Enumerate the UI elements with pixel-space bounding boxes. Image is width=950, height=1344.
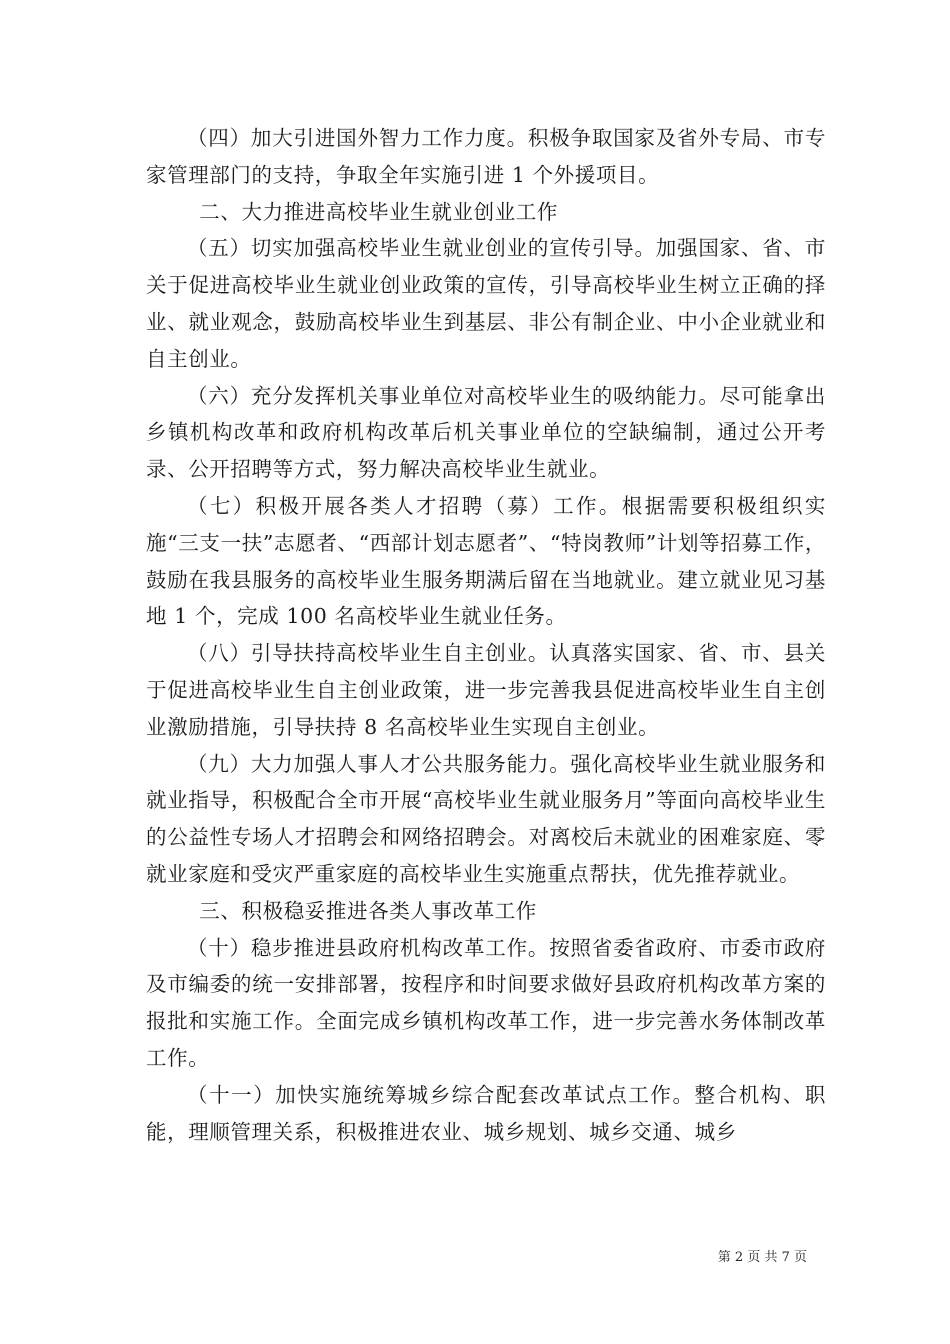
paragraph-11: （十一）加快实施统筹城乡综合配套改革试点工作。整合机构、职能，理顺管理关系，积极推进农业、城乡规划、城乡交通、城乡: [146, 1082, 826, 1144]
paragraph-6: （六）充分发挥机关事业单位对高校毕业生的吸纳能力。尽可能拿出乡镇机构改革和政府机构改革后机关事业单位的空缺编制，通过公开考录、公开招聘等方式，努力解决高校毕业生就业。: [146, 383, 826, 482]
paragraph-10: （十）稳步推进县政府机构改革工作。按照省委省政府、市委市政府及市编委的统一安排部署，按程序和时间要求做好县政府机构改革方案的报批和实施工作。全面完成乡镇机构改革工作，进一步完善水务体制改革工作。: [146, 935, 826, 1070]
document-body: [146, 120, 826, 1150]
paragraph-5: （五）切实加强高校毕业生就业创业的宣传引导。加强国家、省、市关于促进高校毕业生就业创业政策的宣传，引导高校毕业生树立正确的择业、就业观念，鼓励高校毕业生到基层、非公有制企业、中小企业就业和自主创业。: [146, 236, 826, 371]
section-heading-3: 三、积极稳妥推进各类人事改革工作: [199, 898, 537, 923]
paragraph-7: （七）积极开展各类人才招聘（募）工作。根据需要积极组织实施“三支一扶”志愿者、“西部计划志愿者”、“特岗教师”计划等招募工作，鼓励在我县服务的高校毕业生服务期满后留在当地就业。建立就业见习基地 1 个，完成 100 名高校毕业生就业任务。: [146, 493, 826, 629]
paragraph-4: （四）加大引进国外智力工作力度。积极争取国家及省外专局、市专家管理部门的支持，争取全年实施引进 1 个外援项目。: [146, 126, 826, 187]
page-number: 第 2 页 共 7 页: [717, 1250, 807, 1265]
section-heading-2: 二、大力推进高校毕业生就业创业工作: [199, 199, 558, 224]
paragraph-8: （八）引导扶持高校毕业生自主创业。认真落实国家、省、市、县关于促进高校毕业生自主创业政策，进一步完善我县促进高校毕业生自主创业激励措施，引导扶持 8 名高校毕业生实现自主创业。: [146, 641, 826, 739]
paragraph-9: （九）大力加强人事人才公共服务能力。强化高校毕业生就业服务和就业指导，积极配合全市开展“高校毕业生就业服务月”等面向高校毕业生的公益性专场人才招聘会和网络招聘会。对离校后未就业的困难家庭、零就业家庭和受灾严重家庭的高校毕业生实施重点帮扶，优先推荐就业。: [146, 751, 826, 886]
